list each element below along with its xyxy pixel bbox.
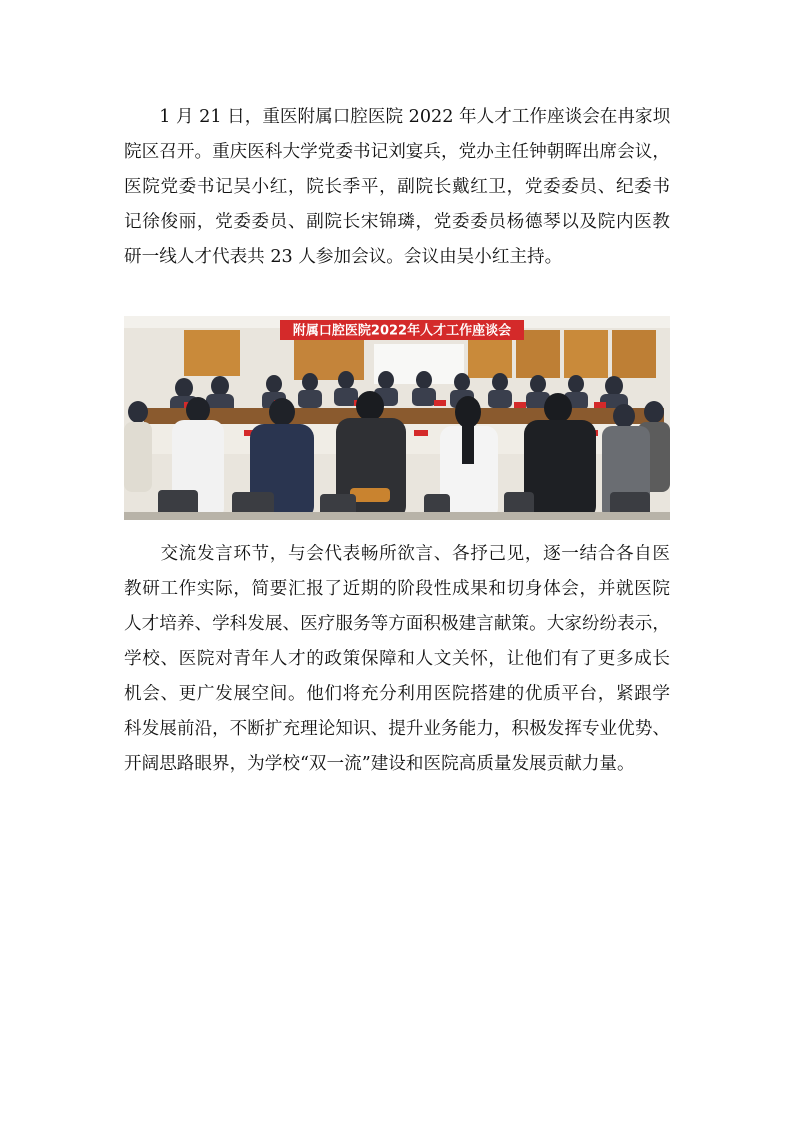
text-line: 教研工作实际，简要汇报了近期的阶段性成果和切身体会，并就医院 [124, 579, 670, 599]
discussion-paragraph [124, 537, 670, 782]
text-line: 院区召开。重庆医科大学党委书记刘宴兵，党办主任钟朝晖出席会议， [124, 142, 670, 162]
text-line: 科发展前沿，不断扩充理论知识、提升业务能力，积极发挥专业优势、 [124, 719, 670, 739]
banner-text: 附属口腔医院2022年人才工作座谈会 [292, 323, 512, 339]
text-line: 1 月 21 日，重医附属口腔医院 2022 年人才工作座谈会在冉家坝 [124, 107, 670, 127]
text-line: 研一线人才代表共 23 人参加会议。会议由吴小红主持。 [124, 247, 563, 267]
text-line: 学校、医院对青年人才的政策保障和人文关怀，让他们有了更多成长 [124, 649, 670, 669]
text-line: 记徐俊丽，党委委员、副院长宋锦璘，党委委员杨德琴以及院内医教 [124, 212, 670, 232]
text-line: 医院党委书记吴小红，院长季平，副院长戴红卫，党委委员、纪委书 [124, 177, 670, 197]
text-line: 人才培养、学科发展、医疗服务等方面积极建言献策。大家纷纷表示， [124, 614, 670, 634]
intro-paragraph [124, 100, 670, 275]
meeting-photo [124, 316, 670, 520]
text-line: 交流发言环节，与会代表畅所欲言、各抒己见，逐一结合各自医 [124, 544, 670, 564]
text-line: 机会、更广发展空间。他们将充分利用医院搭建的优质平台，紧跟学 [124, 684, 670, 704]
text-line: 开阔思路眼界，为学校“双一流”建设和医院高质量发展贡献力量。 [124, 754, 635, 774]
